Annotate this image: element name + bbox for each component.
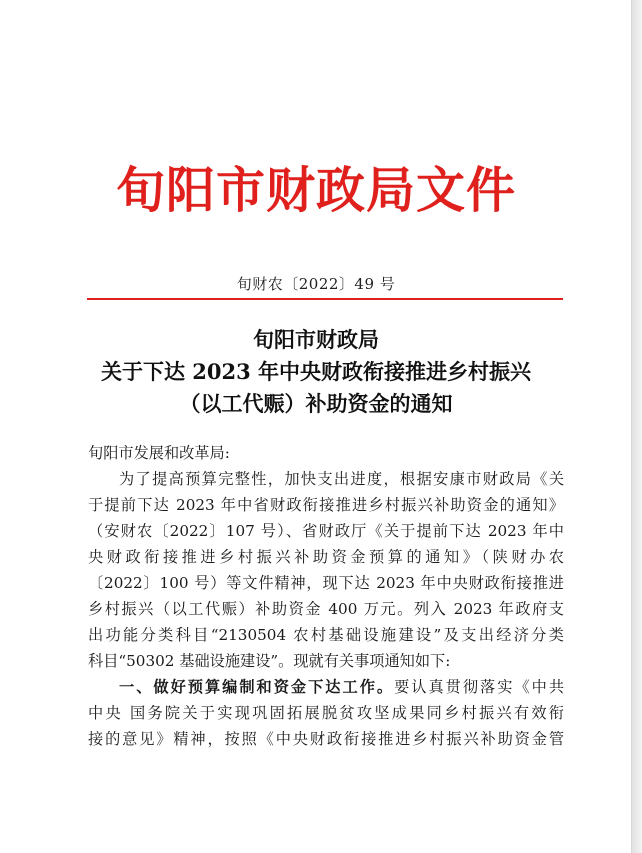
body-line: 科目“50302 基础设施建设”。现就有关事项通知如下: (88, 652, 451, 670)
document-body (88, 440, 564, 752)
page-edge-shadow (632, 0, 642, 853)
red-divider-line (87, 298, 563, 300)
title-line-2: 关于下达 2023 年中央财政衔接推进乡村振兴 (100, 359, 532, 384)
body-line: 于提前下达 2023 年中省财政衔接推进乡村振兴补助资金的通知》 (88, 496, 564, 514)
title-line-3: （以工代赈）补助资金的通知 (179, 391, 453, 416)
document-number: 旬财农〔2022〕49 号 (236, 275, 396, 293)
body-line: 接的意见》精神，按照《中央财政衔接推进乡村振兴补助资金管 (88, 730, 564, 748)
title-line-1: 旬阳市财政局 (253, 327, 379, 352)
body-line: 出功能分类科目“2130504 农村基础设施建设”及支出经济分类 (88, 626, 564, 644)
salutation: 旬阳市发展和改革局: (88, 444, 230, 462)
section-1-lead: 要认真贯彻落实《中共 (394, 678, 565, 696)
body-line: 中央 国务院关于实现巩固拓展脱贫攻坚成果同乡村振兴有效衔 (88, 704, 564, 722)
body-line: 为了提高预算完整性，加快支出进度，根据安康市财政局《关 (119, 470, 564, 488)
body-line: 乡村振兴（以工代赈）补助资金 400 万元。列入 2023 年政府支 (88, 600, 564, 618)
body-line: 央财政衔接推进乡村振兴补助资金预算的通知》（陕财办农 (88, 548, 564, 566)
document-title (40, 324, 592, 420)
body-line: 〔2022〕100 号）等文件精神，现下达 2023 年中央财政衔接推进 (88, 574, 564, 592)
section-1-first-line (88, 674, 564, 700)
agency-file-header: 旬阳市财政局文件 (115, 161, 516, 219)
section-1-heading: 一、做好预算编制和资金下达工作。 (119, 678, 395, 696)
body-line: （安财农〔2022〕107 号）、省财政厅《关于提前下达 2023 年中 (88, 522, 564, 540)
